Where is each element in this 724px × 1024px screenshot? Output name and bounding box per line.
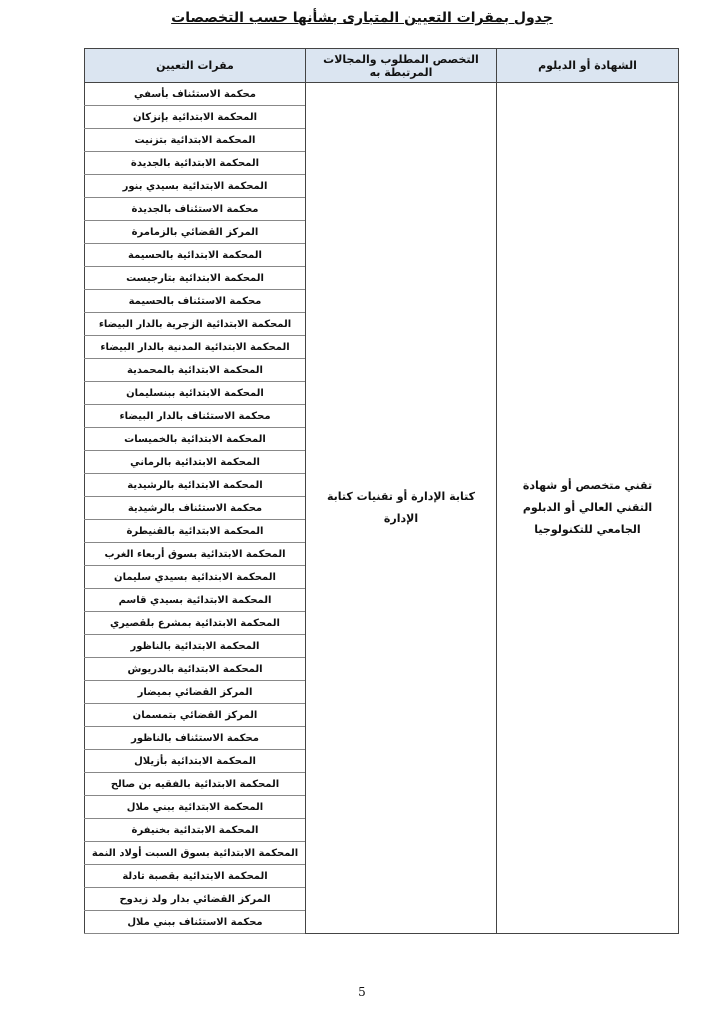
- table-row: [85, 83, 679, 106]
- court-cell: المحكمة الابتدائية الزجرية بالدار البيضاء: [85, 313, 306, 336]
- court-cell: المحكمة الابتدائية بسيدي قاسم: [85, 589, 306, 612]
- court-cell: محكمة الاستئناف بالناظور: [85, 727, 306, 750]
- header-degree: الشهادة أو الدبلوم: [497, 49, 679, 83]
- document-title: جدول بمقرات التعيين المتبارى بشأنها حسب التخصصات: [171, 10, 553, 26]
- page-number: 5: [358, 985, 366, 999]
- court-cell: المركز القضائي بتمسمان: [85, 704, 306, 727]
- court-cell: المحكمة الابتدائية بتارجيست: [85, 267, 306, 290]
- court-cell: المركز القضائي بميضار: [85, 681, 306, 704]
- court-cell: المحكمة الابتدائية بسوق السبت أولاد النمة: [85, 842, 306, 865]
- header-courts: مقرات التعيين: [85, 49, 306, 83]
- court-cell: محكمة الاستئناف ببني ملال: [85, 911, 306, 934]
- court-cell: المحكمة الابتدائية بالقنيطرة: [85, 520, 306, 543]
- court-cell: المحكمة الابتدائية بالفقيه بن صالح: [85, 773, 306, 796]
- court-cell: محكمة الاستئناف بالحسيمة: [85, 290, 306, 313]
- court-cell: المحكمة الابتدائية بتزنيت: [85, 129, 306, 152]
- court-cell: محكمة الاستئناف بالرشيدية: [85, 497, 306, 520]
- specialty-cell: كتابة الإدارة أو تقنيات كتابة الإدارة: [306, 83, 497, 934]
- court-cell: المحكمة الابتدائية بالرشيدية: [85, 474, 306, 497]
- court-cell: المحكمة الابتدائية بأزيلال: [85, 750, 306, 773]
- court-cell: المركز القضائي بدار ولد زيدوح: [85, 888, 306, 911]
- court-cell: المحكمة الابتدائية بمشرع بلقصيري: [85, 612, 306, 635]
- court-cell: محكمة الاستئناف بأسفي: [85, 83, 306, 106]
- court-cell: المحكمة الابتدائية بالناظور: [85, 635, 306, 658]
- court-cell: المحكمة الابتدائية ببنسليمان: [85, 382, 306, 405]
- appointments-table: [84, 48, 679, 934]
- court-cell: المحكمة الابتدائية بقصبة تادلة: [85, 865, 306, 888]
- table-header-row: [85, 49, 679, 83]
- court-cell: المحكمة الابتدائية بالجديدة: [85, 152, 306, 175]
- court-cell: المركز القضائي بالزمامرة: [85, 221, 306, 244]
- court-cell: المحكمة الابتدائية ببني ملال: [85, 796, 306, 819]
- court-cell: المحكمة الابتدائية بالمحمدية: [85, 359, 306, 382]
- degree-cell: تقني متخصص أو شهادة التقني العالي أو الدبلوم الجامعي للتكنولوجيا: [497, 83, 679, 934]
- court-cell: المحكمة الابتدائية بالحسيمة: [85, 244, 306, 267]
- court-cell: المحكمة الابتدائية بسيدي سليمان: [85, 566, 306, 589]
- court-cell: المحكمة الابتدائية بالدريوش: [85, 658, 306, 681]
- court-cell: المحكمة الابتدائية بالرماني: [85, 451, 306, 474]
- court-cell: المحكمة الابتدائية بخنيفرة: [85, 819, 306, 842]
- court-cell: محكمة الاستئناف بالدار البيضاء: [85, 405, 306, 428]
- court-cell: المحكمة الابتدائية بإنزكان: [85, 106, 306, 129]
- table-body: [85, 83, 679, 934]
- court-cell: المحكمة الابتدائية المدنية بالدار البيضاء: [85, 336, 306, 359]
- court-cell: محكمة الاستئناف بالجديدة: [85, 198, 306, 221]
- header-specialty: التخصص المطلوب والمجالات المرتبطة به: [306, 49, 497, 83]
- court-cell: المحكمة الابتدائية بالخميسات: [85, 428, 306, 451]
- court-cell: المحكمة الابتدائية بسيدي بنور: [85, 175, 306, 198]
- court-cell: المحكمة الابتدائية بسوق أربعاء الغرب: [85, 543, 306, 566]
